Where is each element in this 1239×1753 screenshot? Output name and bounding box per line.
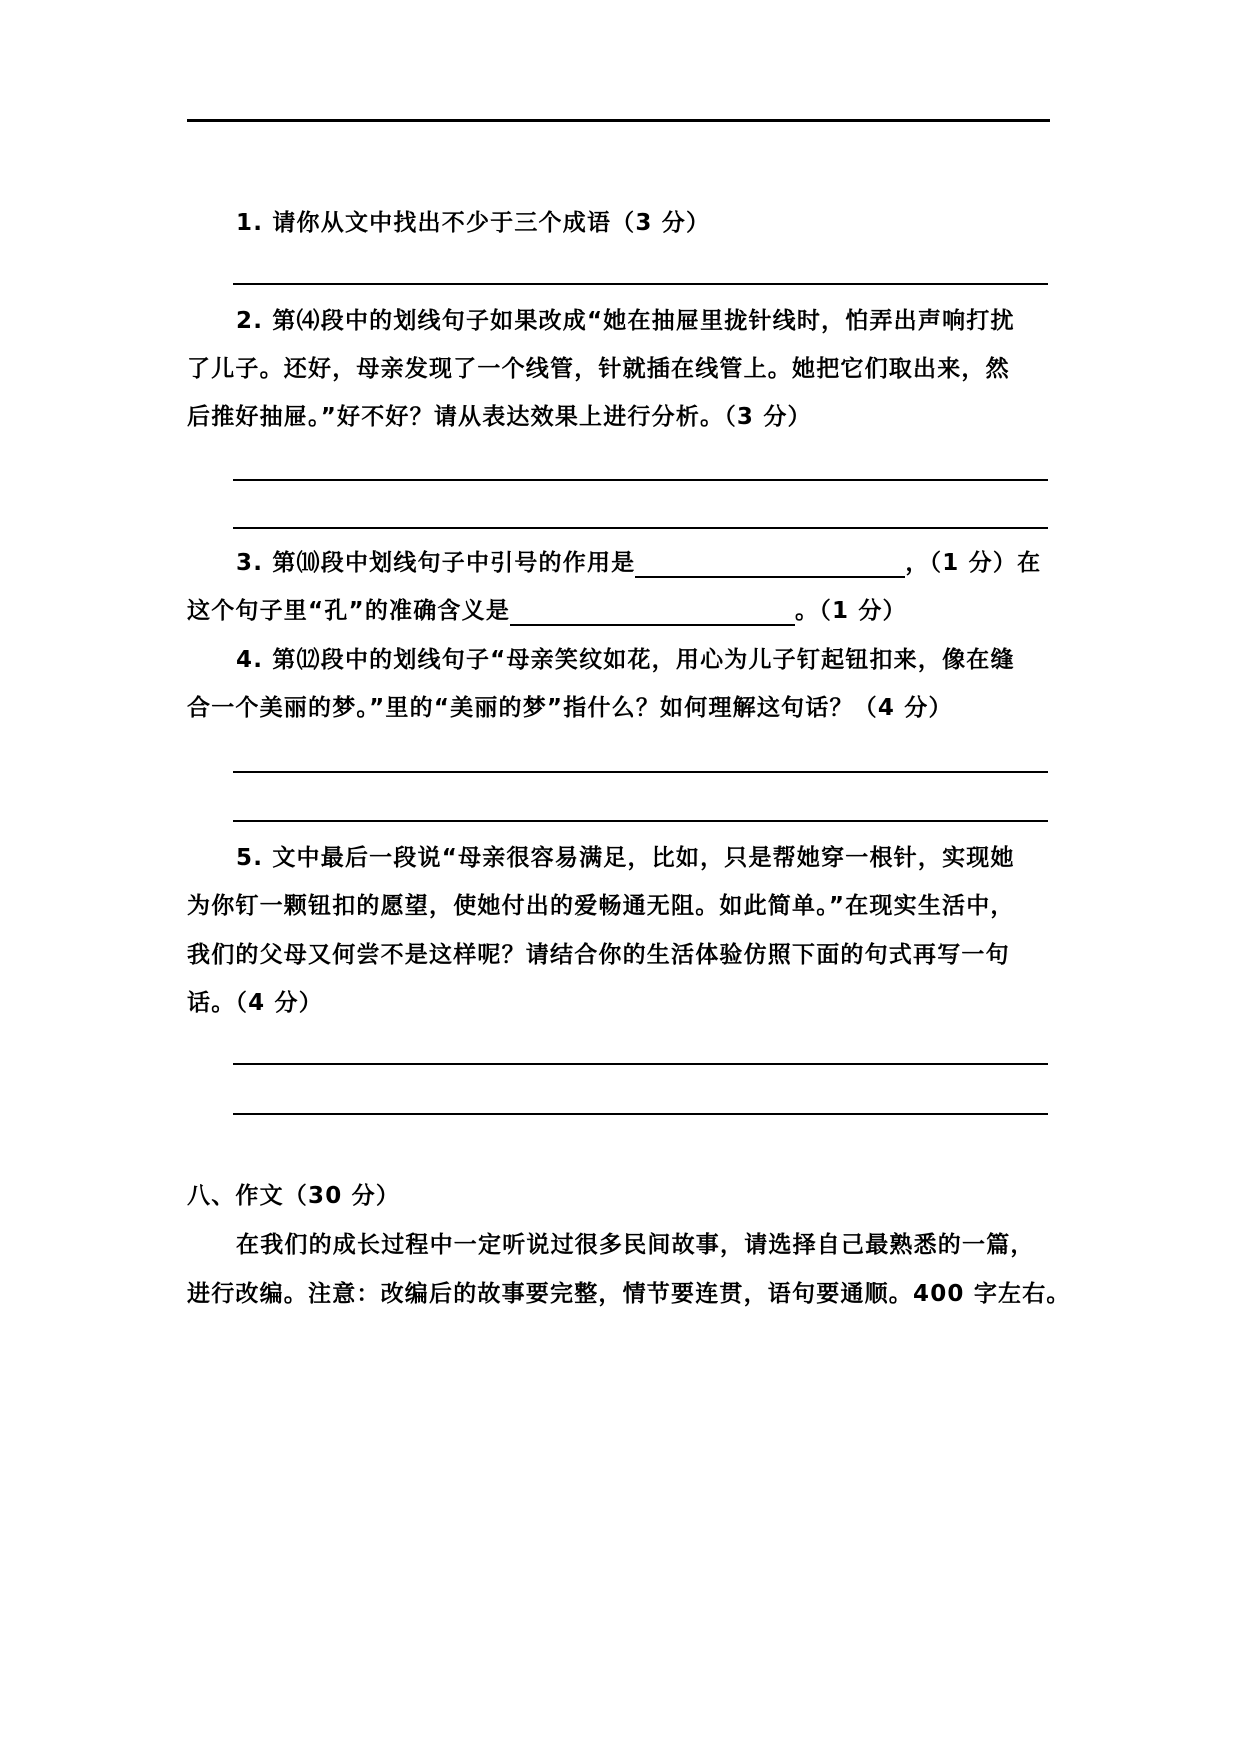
- question-2-line-3: 后推好抽屉。”好不好？请从表达效果上进行分析。（3 分）: [187, 404, 812, 430]
- question-2-line-2: 了儿子。还好，母亲发现了一个线管，针就插在线管上。她把它们取出来，然: [187, 356, 1010, 382]
- answer-line-q5-2[interactable]: [233, 1113, 1048, 1115]
- section-8-line-2: 进行改编。注意：改编后的故事要完整，情节要连贯，语句要通顺。400 字左右。: [187, 1281, 1071, 1307]
- question-5-line-2: 为你钉一颗钮扣的愿望，使她付出的爱畅通无阻。如此简单。”在现实生活中，: [187, 893, 1015, 919]
- section-8-title: 八、作文（30 分）: [187, 1183, 401, 1209]
- question-5-line-4: 话。（4 分）: [187, 990, 323, 1016]
- question-1-prompt: 1. 请你从文中找出不少于三个成语（3 分）: [236, 210, 711, 236]
- question-3-text-b: ，（1 分）在: [905, 550, 1042, 576]
- question-2-line-1: 2. 第⑷段中的划线句子如果改成“她在抽屉里拢针线时，怕弄出声响打扰: [236, 308, 1015, 334]
- answer-line-q5-1[interactable]: [233, 1063, 1048, 1065]
- question-5-line-3: 我们的父母又何尝不是这样呢？请结合你的生活体验仿照下面的句式再写一句: [187, 942, 1010, 968]
- header-rule: [187, 119, 1050, 122]
- answer-line-q2-2[interactable]: [233, 527, 1048, 529]
- section-8-line-1: 在我们的成长过程中一定听说过很多民间故事，请选择自己最熟悉的一篇，: [236, 1232, 1035, 1258]
- question-3-text-a: 3. 第⑽段中划线句子中引号的作用是: [236, 550, 636, 576]
- question-4-line-1: 4. 第⑿段中的划线句子“母亲笑纹如花，用心为儿子钉起钮扣来，像在缝: [236, 647, 1015, 673]
- answer-line-q1[interactable]: [233, 283, 1048, 285]
- question-3-text-d: 。（1 分）: [795, 598, 907, 624]
- answer-line-q4-2[interactable]: [233, 820, 1048, 822]
- question-5-line-1: 5. 文中最后一段说“母亲很容易满足，比如，只是帮她穿一根针，实现她: [236, 845, 1015, 871]
- question-3-line-2: [187, 596, 907, 626]
- answer-line-q2-1[interactable]: [233, 479, 1048, 481]
- blank-quote-function[interactable]: [635, 552, 905, 578]
- question-3-text-c: 这个句子里“孔”的准确含义是: [187, 598, 511, 624]
- question-3-line-1: [236, 548, 1041, 578]
- blank-kong-meaning[interactable]: [510, 600, 795, 626]
- answer-line-q4-1[interactable]: [233, 771, 1048, 773]
- question-4-line-2: 合一个美丽的梦。”里的“美丽的梦”指什么？如何理解这句话？（4 分）: [187, 695, 953, 721]
